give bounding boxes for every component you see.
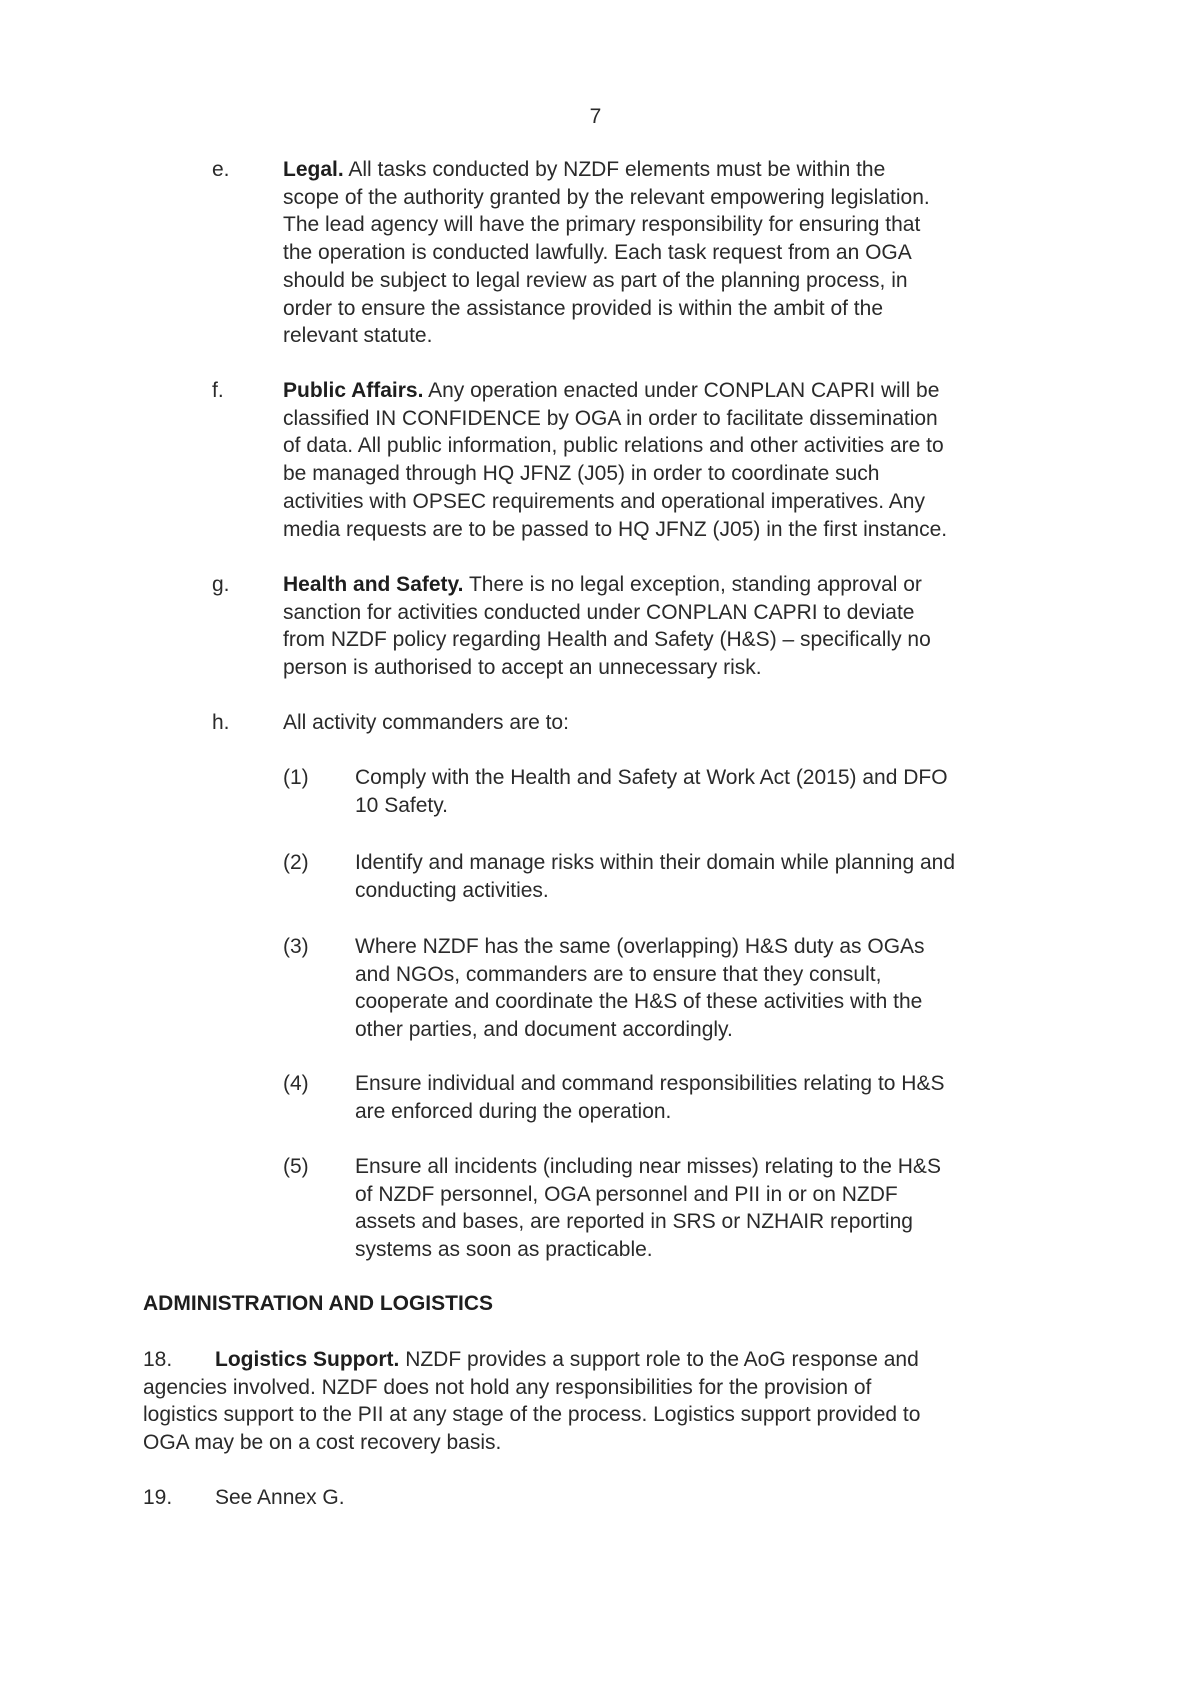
list-item-e-line-text: relevant statute. [283, 324, 433, 348]
paragraph-line-text: agencies involved. NZDF does not hold any responsibilities for the provision of [143, 1375, 872, 1399]
sub-item-5-line [355, 1181, 941, 1209]
list-item-h-marker: h. [212, 711, 230, 734]
sub-item-1-line [355, 764, 948, 792]
paragraph-line-text: logistics support to the PII at any stage of the process. Logistics support provided to [143, 1403, 921, 1427]
sub-item-1-text [355, 764, 948, 819]
paragraph-line-text: NZDF provides a support role to the AoG response and [405, 1348, 919, 1371]
sub-item-1-line-text: Comply with the Health and Safety at Work Act (2015) and DFO [355, 766, 948, 789]
sub-item-2-line-text: conducting activities. [355, 878, 549, 902]
paragraph-lead: Logistics Support. [215, 1348, 400, 1371]
sub-item-3-line-text: Where NZDF has the same (overlapping) H&S duty as OGAs [355, 935, 925, 958]
sub-item-3-marker: (3) [283, 935, 309, 958]
sub-item-5-line-text: Ensure all incidents (including near misses) relating to the H&S [355, 1155, 941, 1178]
list-item-f-line-text: classified IN CONFIDENCE by OGA in order to facilitate dissemination [283, 406, 938, 430]
sub-item-2-marker: (2) [283, 851, 309, 874]
sub-item-3-line-text: cooperate and coordinate the H&S of these activities with the [355, 990, 923, 1014]
list-item-e-line [283, 267, 930, 295]
list-item-f-line [283, 460, 947, 488]
sub-item-3-line-text: and NGOs, commanders are to ensure that they consult, [355, 962, 882, 986]
sub-item-4-line-text: Ensure individual and command responsibilities relating to H&S [355, 1072, 945, 1095]
list-item-e-line [283, 322, 930, 350]
paragraph-19 [143, 1484, 345, 1512]
section-heading: ADMINISTRATION AND LOGISTICS [143, 1292, 493, 1315]
sub-item-5-text [355, 1153, 941, 1264]
sub-item-2-line [355, 877, 955, 905]
list-item-h-text [283, 709, 569, 737]
list-item-e-line-text: All tasks conducted by NZDF elements must be within the [348, 158, 886, 181]
sub-item-5-line [355, 1153, 941, 1181]
list-item-f-line-text: Any operation enacted under CONPLAN CAPRI will be [428, 379, 940, 402]
sub-item-4-line-text: are enforced during the operation. [355, 1099, 672, 1123]
list-item-e-line-text: the operation is conducted lawfully. Each task request from an OGA [283, 241, 912, 265]
list-item-g-line [283, 626, 931, 654]
list-item-f-line [283, 432, 947, 460]
paragraph-line-text: OGA may be on a cost recovery basis. [143, 1431, 502, 1455]
sub-item-1-marker: (1) [283, 766, 309, 789]
list-item-g-marker: g. [212, 573, 230, 596]
paragraph-line [143, 1346, 920, 1374]
list-item-g-line-text: from NZDF policy regarding Health and Safety (H&S) – specifically no [283, 628, 931, 652]
list-item-e-line-text: scope of the authority granted by the relevant empowering legislation. [283, 185, 930, 209]
paragraph-number: 18. [143, 1348, 173, 1371]
list-item-f-text [283, 377, 947, 543]
list-item-f-line-text: be managed through HQ JFNZ (J05) in order to coordinate such [283, 462, 880, 486]
list-item-g-text [283, 571, 931, 682]
list-item-e-line [283, 295, 930, 323]
list-item-g-line [283, 571, 931, 599]
sub-item-1-line-text: 10 Safety. [355, 793, 449, 817]
list-item-e-line [283, 239, 930, 267]
list-item-f-line [283, 377, 947, 405]
list-item-e-line [283, 156, 930, 184]
paragraph-line [143, 1401, 920, 1429]
sub-item-2-line [355, 849, 955, 877]
list-item-f-lead: Public Affairs. [283, 379, 424, 402]
list-item-h-line-text: All activity commanders are to: [283, 711, 569, 734]
sub-item-3-line [355, 933, 925, 961]
sub-item-2-text [355, 849, 955, 904]
sub-item-5-line-text: systems as soon as practicable. [355, 1238, 653, 1262]
list-item-g-lead: Health and Safety. [283, 573, 464, 596]
list-item-g-line-text: person is authorised to accept an unnecessary risk. [283, 656, 762, 680]
sub-item-4-marker: (4) [283, 1072, 309, 1095]
sub-item-3-line-text: other parties, and document accordingly. [355, 1018, 733, 1042]
sub-item-3-line [355, 961, 925, 989]
list-item-e-line [283, 184, 930, 212]
list-item-e-line-text: order to ensure the assistance provided is within the ambit of the [283, 296, 883, 320]
list-item-g-line [283, 599, 931, 627]
sub-item-5-line [355, 1236, 941, 1264]
sub-item-5-line-text: of NZDF personnel, OGA personnel and PII in or on NZDF [355, 1182, 898, 1206]
list-item-g-line [283, 654, 931, 682]
sub-item-3-text [355, 933, 925, 1044]
paragraph-number: 19. [143, 1486, 173, 1509]
paragraph-18 [143, 1346, 920, 1457]
list-item-e-lead: Legal. [283, 158, 344, 181]
sub-item-4-line [355, 1098, 944, 1126]
list-item-f-line [283, 488, 947, 516]
list-item-h-line [283, 709, 569, 737]
sub-item-5-line [355, 1208, 941, 1236]
list-item-e-line [283, 211, 930, 239]
list-item-e-text [283, 156, 930, 350]
list-item-f-line [283, 405, 947, 433]
list-item-g-line-text: There is no legal exception, standing approval or [468, 573, 922, 596]
sub-item-5-marker: (5) [283, 1155, 309, 1178]
list-item-e-line-text: The lead agency will have the primary responsibility for ensuring that [283, 213, 921, 237]
list-item-f-line [283, 516, 947, 544]
paragraph-line [143, 1374, 920, 1402]
sub-item-5-line-text: assets and bases, are reported in SRS or NZHAIR reporting [355, 1210, 913, 1234]
sub-item-2-line-text: Identify and manage risks within their domain while planning and [355, 851, 956, 874]
sub-item-4-line [355, 1070, 944, 1098]
list-item-e-line-text: should be subject to legal review as part of the planning process, in [283, 268, 908, 292]
paragraph-line-text: See Annex G. [215, 1486, 345, 1509]
list-item-e-marker: e. [212, 158, 230, 181]
page-number: 7 [589, 105, 602, 128]
sub-item-3-line [355, 988, 925, 1016]
paragraph-line [143, 1484, 345, 1512]
paragraph-line [143, 1429, 920, 1457]
sub-item-3-line [355, 1016, 925, 1044]
list-item-f-marker: f. [212, 379, 224, 402]
list-item-f-line-text: media requests are to be passed to HQ JFNZ (J05) in the first instance. [283, 517, 948, 541]
list-item-g-line-text: sanction for activities conducted under CONPLAN CAPRI to deviate [283, 600, 915, 624]
list-item-f-line-text: of data. All public information, public relations and other activities are to [283, 434, 944, 458]
list-item-f-line-text: activities with OPSEC requirements and operational imperatives. Any [283, 489, 925, 513]
sub-item-1-line [355, 792, 948, 820]
sub-item-4-text [355, 1070, 944, 1125]
